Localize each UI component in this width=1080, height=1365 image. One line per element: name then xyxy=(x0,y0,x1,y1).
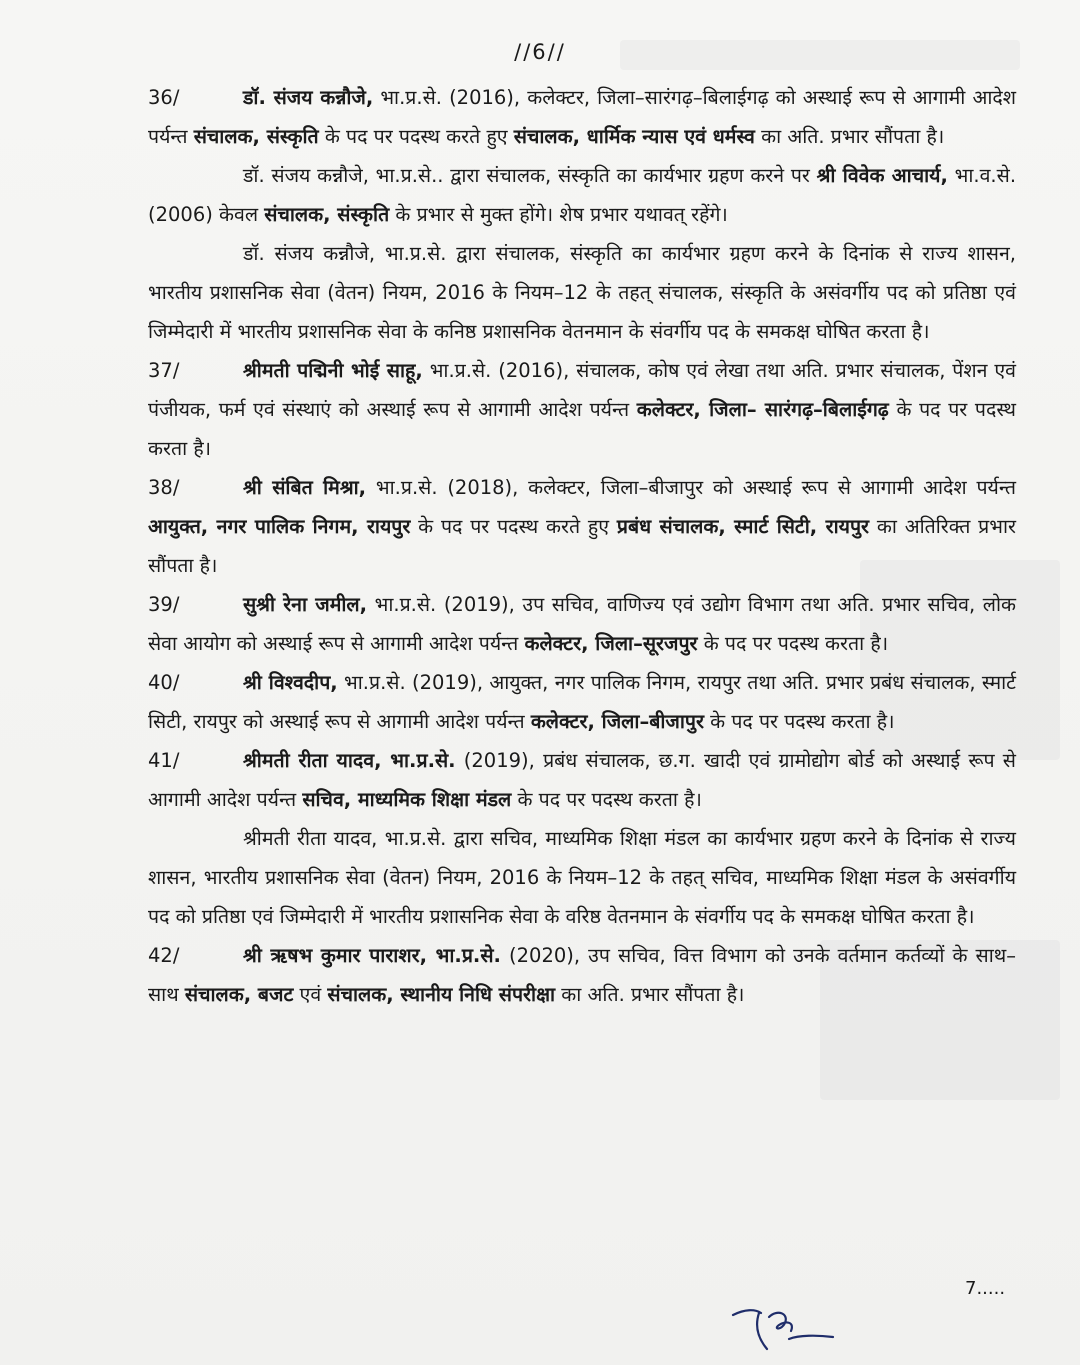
paragraph-number: 41/ xyxy=(148,749,180,772)
signature-mark xyxy=(725,1295,845,1355)
body-text: के पद पर पदस्थ करता है। xyxy=(703,710,895,733)
bold-text: प्रबंध संचालक, स्मार्ट सिटी, रायपुर xyxy=(616,515,870,538)
bold-text: संचालक, धार्मिक न्यास एवं धर्मस्व xyxy=(513,125,755,148)
body-text: भा.प्र.से. (2019), उप सचिव, वाणिज्य एवं उद्योग विभाग तथा अति. प्रभार सचिव, लोक सेवा आयोग को अस्थाई रूप से आगामी आदेश पर्यन्त xyxy=(148,593,1016,655)
bold-text: श्री संबित मिश्रा, xyxy=(243,476,367,499)
bold-text: संचालक, बजट xyxy=(184,983,294,1006)
body-text: (2020), उप सचिव, वित्त विभाग को उनके वर्तमान कर्तव्यों के साथ–साथ xyxy=(148,944,1016,1006)
bold-text: कलेक्टर, जिला– सारंगढ़–बिलाईगढ़ xyxy=(636,398,889,421)
body-text: के प्रभार से मुक्त होंगे। शेष प्रभार यथावत् रहेंगे। xyxy=(389,203,728,226)
page-number: //6// xyxy=(514,40,566,64)
numbered-paragraph xyxy=(148,936,1016,1014)
body-text: भा.प्र.से. (2016), संचालक, कोष एवं लेखा तथा अति. प्रभार संचालक, पेंशन एवं पंजीयक, फर्म एवं संस्थाएं को अस्थाई रूप से आगामी आदेश पर्यन्त xyxy=(148,359,1016,421)
continuation-paragraph xyxy=(148,234,1016,351)
body-text: भा.प्र.से. (2016), कलेक्टर, जिला–सारंगढ़–बिलाईगढ़ को अस्थाई रूप से आगामी आदेश पर्यन्त xyxy=(148,86,1016,148)
document-body xyxy=(148,78,1016,1014)
body-text: श्रीमती रीता यादव, भा.प्र.से. द्वारा सचिव, माध्यमिक शिक्षा मंडल का कार्यभार ग्रहण करने के दिनांक से राज्य शासन, भारतीय प्रशासनिक सेवा (वेतन) नियम, 2016 के नियम–12 के तहत् सचिव, माध्यमिक शिक्षा मंडल के असंवर्गीय पद को प्रतिष्ठा एवं जिम्मेदारी में भारतीय प्रशासनिक सेवा के वरिष्ठ वेतनमान के संवर्गीय पद के समकक्ष घोषित करता है। xyxy=(148,827,1016,928)
bold-text: संचालक, संस्कृति xyxy=(264,203,390,226)
continuation-paragraph xyxy=(148,156,1016,234)
numbered-paragraph xyxy=(148,351,1016,468)
body-text: का अतिरिक्त प्रभार सौंपता है। xyxy=(148,515,1017,577)
body-text: के पद पर पदस्थ करते हुए xyxy=(410,515,617,538)
paragraph-number: 37/ xyxy=(148,359,180,382)
bold-text: श्री ऋषभ कुमार पाराशर, भा.प्र.से. xyxy=(243,944,501,967)
body-text: एवं xyxy=(293,983,328,1006)
bold-text: श्रीमती रीता यादव, भा.प्र.से. xyxy=(243,749,456,772)
bold-text: सचिव, माध्यमिक शिक्षा मंडल xyxy=(302,788,512,811)
paragraph-number: 42/ xyxy=(148,944,180,967)
numbered-paragraph xyxy=(148,78,1016,156)
continuation-paragraph xyxy=(148,819,1016,936)
body-text: डॉ. संजय कन्नौजे, भा.प्र.से.. द्वारा संचालक, संस्कृति का कार्यभार ग्रहण करने पर xyxy=(243,164,817,187)
paragraph-number: 38/ xyxy=(148,476,180,499)
bold-text: श्रीमती पद्मिनी भोई साहू, xyxy=(243,359,423,382)
body-text: भा.व.से. (2006) केवल xyxy=(148,164,1017,226)
bold-text: कलेक्टर, जिला–सूरजपुर xyxy=(524,632,698,655)
body-text: का अति. प्रभार सौंपता है। xyxy=(754,125,945,148)
body-text: डॉ. संजय कन्नौजे, भा.प्र.से. द्वारा संचालक, संस्कृति का कार्यभार ग्रहण करने के दिनांक से राज्य शासन, भारतीय प्रशासनिक सेवा (वेतन) नियम, 2016 के नियम–12 के तहत् संचालक, संस्कृति के असंवर्गीय पद को प्रतिष्ठा एवं जिम्मेदारी में भारतीय प्रशासनिक सेवा के कनिष्ठ प्रशासनिक वेतनमान के संवर्गीय पद के समकक्ष घोषित करता है। xyxy=(148,242,1016,343)
body-text: के पद पर पदस्थ करते हुए xyxy=(318,125,514,148)
paragraph-number: 39/ xyxy=(148,593,180,616)
bold-text: संचालक, संस्कृति xyxy=(193,125,319,148)
continuation-marker: 7..... xyxy=(965,1278,1006,1299)
numbered-paragraph xyxy=(148,585,1016,663)
numbered-paragraph xyxy=(148,468,1016,585)
bold-text: कलेक्टर, जिला–बीजापुर xyxy=(530,710,704,733)
bold-text: सुश्री रेना जमील, xyxy=(243,593,368,616)
paragraph-number: 40/ xyxy=(148,671,180,694)
body-text: के पद पर पदस्थ करता है। xyxy=(148,398,1017,460)
body-text: का अति. प्रभार सौंपता है। xyxy=(555,983,745,1006)
body-text: (2019), प्रबंध संचालक, छ.ग. खादी एवं ग्रामोद्योग बोर्ड को अस्थाई रूप से आगामी आदेश पर्यन्त xyxy=(148,749,1016,811)
body-text: भा.प्र.से. (2018), कलेक्टर, जिला–बीजापुर को अस्थाई रूप से आगामी आदेश पर्यन्त xyxy=(366,476,1016,499)
body-text: भा.प्र.से. (2019), आयुक्त, नगर पालिक निगम, रायपुर तथा अति. प्रभार प्रबंध संचालक, स्मार्ट सिटी, रायपुर को अस्थाई रूप से आगामी आदेश पर्यन्त xyxy=(148,671,1016,733)
numbered-paragraph xyxy=(148,741,1016,819)
body-text: के पद पर पदस्थ करता है। xyxy=(511,788,702,811)
paragraph-number: 36/ xyxy=(148,86,180,109)
bold-text: श्री विवेक आचार्य, xyxy=(816,164,948,187)
numbered-paragraph xyxy=(148,663,1016,741)
bold-text: श्री विश्वदीप, xyxy=(243,671,338,694)
bold-text: संचालक, स्थानीय निधि संपरीक्षा xyxy=(327,983,556,1006)
bold-text: आयुक्त, नगर पालिक निगम, रायपुर xyxy=(148,515,411,538)
body-text: के पद पर पदस्थ करता है। xyxy=(697,632,889,655)
bold-text: डॉ. संजय कन्नौजे, xyxy=(243,86,374,109)
